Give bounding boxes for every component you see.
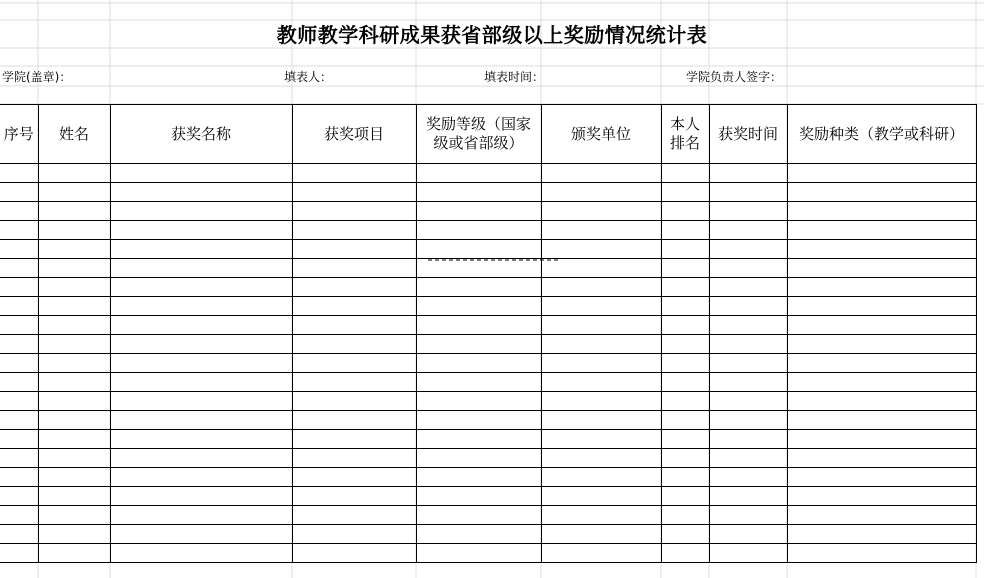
table-cell[interactable]	[416, 354, 541, 373]
table-row	[0, 544, 976, 563]
table-cell[interactable]	[110, 449, 292, 468]
table-cell[interactable]	[709, 525, 787, 544]
table-cell[interactable]	[0, 430, 38, 449]
table-cell[interactable]	[787, 316, 976, 335]
table-cell[interactable]	[661, 525, 709, 544]
table-cell[interactable]	[416, 449, 541, 468]
table-cell[interactable]	[38, 411, 110, 430]
table-row	[0, 506, 976, 525]
table-cell[interactable]	[416, 487, 541, 506]
table-cell[interactable]	[292, 240, 416, 259]
table-cell[interactable]	[541, 316, 661, 335]
table-cell[interactable]	[110, 278, 292, 297]
table-cell[interactable]	[787, 487, 976, 506]
table-cell[interactable]	[416, 316, 541, 335]
table-cell[interactable]	[787, 183, 976, 202]
table-cell[interactable]	[110, 506, 292, 525]
table-row	[0, 430, 976, 449]
table-cell[interactable]	[787, 449, 976, 468]
table-cell[interactable]	[292, 354, 416, 373]
table-cell[interactable]	[0, 297, 38, 316]
table-cell[interactable]	[661, 487, 709, 506]
table-cell[interactable]	[292, 430, 416, 449]
table-cell[interactable]	[541, 202, 661, 221]
table-cell[interactable]	[709, 430, 787, 449]
table-cell[interactable]	[709, 316, 787, 335]
table-cell[interactable]	[661, 240, 709, 259]
college-stamp-label: 学院(盖章)：	[2, 70, 72, 84]
table-cell[interactable]	[416, 392, 541, 411]
table-cell[interactable]	[0, 506, 38, 525]
table-cell[interactable]	[787, 544, 976, 563]
table-cell[interactable]	[38, 278, 110, 297]
table-cell[interactable]	[110, 430, 292, 449]
table-cell[interactable]	[0, 221, 38, 240]
table-cell[interactable]	[0, 240, 38, 259]
table-cell[interactable]	[38, 240, 110, 259]
table-cell[interactable]	[292, 506, 416, 525]
table-cell[interactable]	[416, 430, 541, 449]
table-cell[interactable]	[110, 221, 292, 240]
table-cell[interactable]	[787, 164, 976, 183]
table-cell[interactable]	[541, 430, 661, 449]
table-cell[interactable]	[292, 221, 416, 240]
table-cell[interactable]	[292, 468, 416, 487]
table-cell[interactable]	[787, 297, 976, 316]
table-cell[interactable]	[110, 354, 292, 373]
table-cell[interactable]	[0, 373, 38, 392]
table-cell[interactable]	[416, 373, 541, 392]
table-cell[interactable]	[709, 468, 787, 487]
table-cell[interactable]	[38, 335, 110, 354]
table-cell[interactable]	[709, 183, 787, 202]
table-cell[interactable]	[38, 164, 110, 183]
table-cell[interactable]	[110, 487, 292, 506]
table-row	[0, 335, 976, 354]
table-cell[interactable]	[787, 240, 976, 259]
table-cell[interactable]	[541, 525, 661, 544]
table-cell[interactable]	[709, 221, 787, 240]
col-header-award-name[interactable]: 获奖名称	[110, 105, 292, 164]
table-cell[interactable]	[38, 506, 110, 525]
table-cell[interactable]	[541, 183, 661, 202]
table-row	[0, 240, 976, 259]
stray-dash-artifact	[428, 258, 558, 262]
table-row	[0, 411, 976, 430]
table-cell[interactable]	[541, 297, 661, 316]
table-cell[interactable]	[541, 354, 661, 373]
table-cell[interactable]	[110, 183, 292, 202]
table-cell[interactable]	[709, 335, 787, 354]
table-cell[interactable]	[110, 468, 292, 487]
table-cell[interactable]	[416, 506, 541, 525]
table-cell[interactable]	[661, 335, 709, 354]
table-cell[interactable]	[709, 411, 787, 430]
table-cell[interactable]	[416, 411, 541, 430]
table-cell[interactable]	[0, 487, 38, 506]
table-cell[interactable]	[110, 202, 292, 221]
table-cell[interactable]	[416, 221, 541, 240]
table-cell[interactable]	[0, 544, 38, 563]
table-cell[interactable]	[787, 525, 976, 544]
table-cell[interactable]	[787, 202, 976, 221]
table-cell[interactable]	[110, 335, 292, 354]
table-row	[0, 373, 976, 392]
table-cell[interactable]	[38, 354, 110, 373]
table-cell[interactable]	[661, 164, 709, 183]
table-cell[interactable]	[787, 411, 976, 430]
table-cell[interactable]	[787, 259, 976, 278]
table-cell[interactable]	[709, 297, 787, 316]
table-cell[interactable]	[38, 544, 110, 563]
col-header-index[interactable]: 序号	[0, 105, 38, 164]
table-cell[interactable]	[38, 487, 110, 506]
table-cell[interactable]	[38, 316, 110, 335]
table-cell[interactable]	[0, 316, 38, 335]
table-cell[interactable]	[541, 411, 661, 430]
table-cell[interactable]	[787, 468, 976, 487]
col-header-award-project[interactable]: 获奖项目	[292, 105, 416, 164]
table-cell[interactable]	[416, 525, 541, 544]
table-cell[interactable]	[541, 544, 661, 563]
table-cell[interactable]	[541, 221, 661, 240]
table-cell[interactable]	[38, 202, 110, 221]
table-cell[interactable]	[541, 240, 661, 259]
table-cell[interactable]	[416, 183, 541, 202]
table-cell[interactable]	[292, 525, 416, 544]
table-cell[interactable]	[416, 202, 541, 221]
table-cell[interactable]	[541, 164, 661, 183]
table-cell[interactable]	[661, 468, 709, 487]
table-cell[interactable]	[709, 449, 787, 468]
table-cell[interactable]	[292, 316, 416, 335]
table-cell[interactable]	[110, 411, 292, 430]
table-cell[interactable]	[661, 202, 709, 221]
table-cell[interactable]	[661, 221, 709, 240]
table-cell[interactable]	[292, 373, 416, 392]
table-cell[interactable]	[661, 430, 709, 449]
table-cell[interactable]	[0, 259, 38, 278]
table-cell[interactable]	[787, 392, 976, 411]
table-cell[interactable]	[292, 259, 416, 278]
table-body	[0, 164, 976, 563]
table-cell[interactable]	[292, 487, 416, 506]
table-cell[interactable]	[787, 335, 976, 354]
table-cell[interactable]	[709, 506, 787, 525]
table-cell[interactable]	[541, 468, 661, 487]
table-cell[interactable]	[110, 544, 292, 563]
table-cell[interactable]	[541, 449, 661, 468]
col-header-award-date[interactable]: 获奖时间	[709, 105, 787, 164]
table-cell[interactable]	[787, 278, 976, 297]
table-cell[interactable]	[709, 240, 787, 259]
table-cell[interactable]	[292, 392, 416, 411]
table-cell[interactable]	[541, 335, 661, 354]
table-cell[interactable]	[110, 373, 292, 392]
table-row	[0, 278, 976, 297]
table-cell[interactable]	[787, 221, 976, 240]
table-cell[interactable]	[416, 335, 541, 354]
table-cell[interactable]	[541, 278, 661, 297]
table-cell[interactable]	[110, 297, 292, 316]
table-cell[interactable]	[661, 506, 709, 525]
table-cell[interactable]	[292, 164, 416, 183]
col-header-award-type[interactable]: 奖励种类（教学或科研）	[787, 105, 976, 164]
table-cell[interactable]	[292, 183, 416, 202]
table-cell[interactable]	[709, 164, 787, 183]
table-row	[0, 221, 976, 240]
table-cell[interactable]	[292, 297, 416, 316]
table-cell[interactable]	[110, 392, 292, 411]
table-row	[0, 487, 976, 506]
table-cell[interactable]	[110, 316, 292, 335]
table-cell[interactable]	[541, 392, 661, 411]
table-cell[interactable]	[110, 164, 292, 183]
table-row	[0, 316, 976, 335]
table-cell[interactable]	[416, 468, 541, 487]
table-cell[interactable]	[709, 354, 787, 373]
table-cell[interactable]	[416, 164, 541, 183]
table-cell[interactable]	[709, 278, 787, 297]
table-row	[0, 202, 976, 221]
table-row	[0, 525, 976, 544]
col-header-award-level[interactable]: 奖励等级（国家级或省部级）	[416, 105, 541, 164]
table-row	[0, 354, 976, 373]
table-row	[0, 164, 976, 183]
table-cell[interactable]	[416, 544, 541, 563]
table-cell[interactable]	[661, 278, 709, 297]
table-cell[interactable]	[292, 202, 416, 221]
table-cell[interactable]	[661, 392, 709, 411]
table-cell[interactable]	[0, 411, 38, 430]
table-cell[interactable]	[661, 449, 709, 468]
table-cell[interactable]	[110, 259, 292, 278]
table-cell[interactable]	[292, 411, 416, 430]
table-cell[interactable]	[661, 183, 709, 202]
table-cell[interactable]	[787, 506, 976, 525]
table-cell[interactable]	[661, 297, 709, 316]
table-cell[interactable]	[709, 259, 787, 278]
award-statistics-table	[0, 104, 977, 563]
table-cell[interactable]	[292, 335, 416, 354]
table-cell[interactable]	[661, 259, 709, 278]
table-cell[interactable]	[38, 221, 110, 240]
college-head-signature-label: 学院负责人签字：	[686, 70, 783, 84]
table-cell[interactable]	[416, 278, 541, 297]
table-cell[interactable]	[110, 525, 292, 544]
table-cell[interactable]	[416, 297, 541, 316]
table-cell[interactable]	[0, 202, 38, 221]
table-cell[interactable]	[787, 354, 976, 373]
table-cell[interactable]	[0, 183, 38, 202]
table-cell[interactable]	[292, 278, 416, 297]
col-header-name[interactable]: 姓名	[38, 105, 110, 164]
table-cell[interactable]	[0, 449, 38, 468]
col-header-issuer[interactable]: 颁奖单位	[541, 105, 661, 164]
fill-date-label: 填表时间：	[484, 70, 545, 84]
table-row	[0, 392, 976, 411]
table-cell[interactable]	[0, 354, 38, 373]
table-row	[0, 449, 976, 468]
table-cell[interactable]	[541, 487, 661, 506]
table-cell[interactable]	[661, 411, 709, 430]
table-cell[interactable]	[541, 506, 661, 525]
table-cell[interactable]	[709, 202, 787, 221]
table-cell[interactable]	[0, 468, 38, 487]
table-cell[interactable]	[709, 373, 787, 392]
table-cell[interactable]	[709, 392, 787, 411]
table-cell[interactable]	[709, 544, 787, 563]
table-cell[interactable]	[0, 392, 38, 411]
table-cell[interactable]	[38, 392, 110, 411]
table-cell[interactable]	[38, 525, 110, 544]
table-cell[interactable]	[110, 240, 292, 259]
table-cell[interactable]	[38, 468, 110, 487]
table-cell[interactable]	[709, 487, 787, 506]
table-cell[interactable]	[0, 164, 38, 183]
table-cell[interactable]	[661, 316, 709, 335]
table-cell[interactable]	[661, 544, 709, 563]
table-cell[interactable]	[38, 373, 110, 392]
table-row	[0, 468, 976, 487]
table-cell[interactable]	[661, 373, 709, 392]
table-cell[interactable]	[0, 278, 38, 297]
table-cell[interactable]	[38, 183, 110, 202]
table-cell[interactable]	[787, 373, 976, 392]
table-cell[interactable]	[38, 449, 110, 468]
table-cell[interactable]	[661, 354, 709, 373]
form-filler-label: 填表人：	[284, 70, 333, 84]
table-cell[interactable]	[541, 259, 661, 278]
table-cell[interactable]	[38, 297, 110, 316]
table-cell[interactable]	[541, 373, 661, 392]
table-row	[0, 183, 976, 202]
sheet-title: 教师教学科研成果获省部级以上奖励情况统计表	[276, 23, 708, 47]
table-row	[0, 297, 976, 316]
table-cell[interactable]	[0, 335, 38, 354]
table-cell[interactable]	[292, 544, 416, 563]
table-cell[interactable]	[787, 430, 976, 449]
table-cell[interactable]	[292, 449, 416, 468]
table-cell[interactable]	[38, 259, 110, 278]
table-cell[interactable]	[0, 525, 38, 544]
table-cell[interactable]	[416, 240, 541, 259]
col-header-own-rank[interactable]: 本人排名	[661, 105, 709, 164]
table-cell[interactable]	[38, 430, 110, 449]
